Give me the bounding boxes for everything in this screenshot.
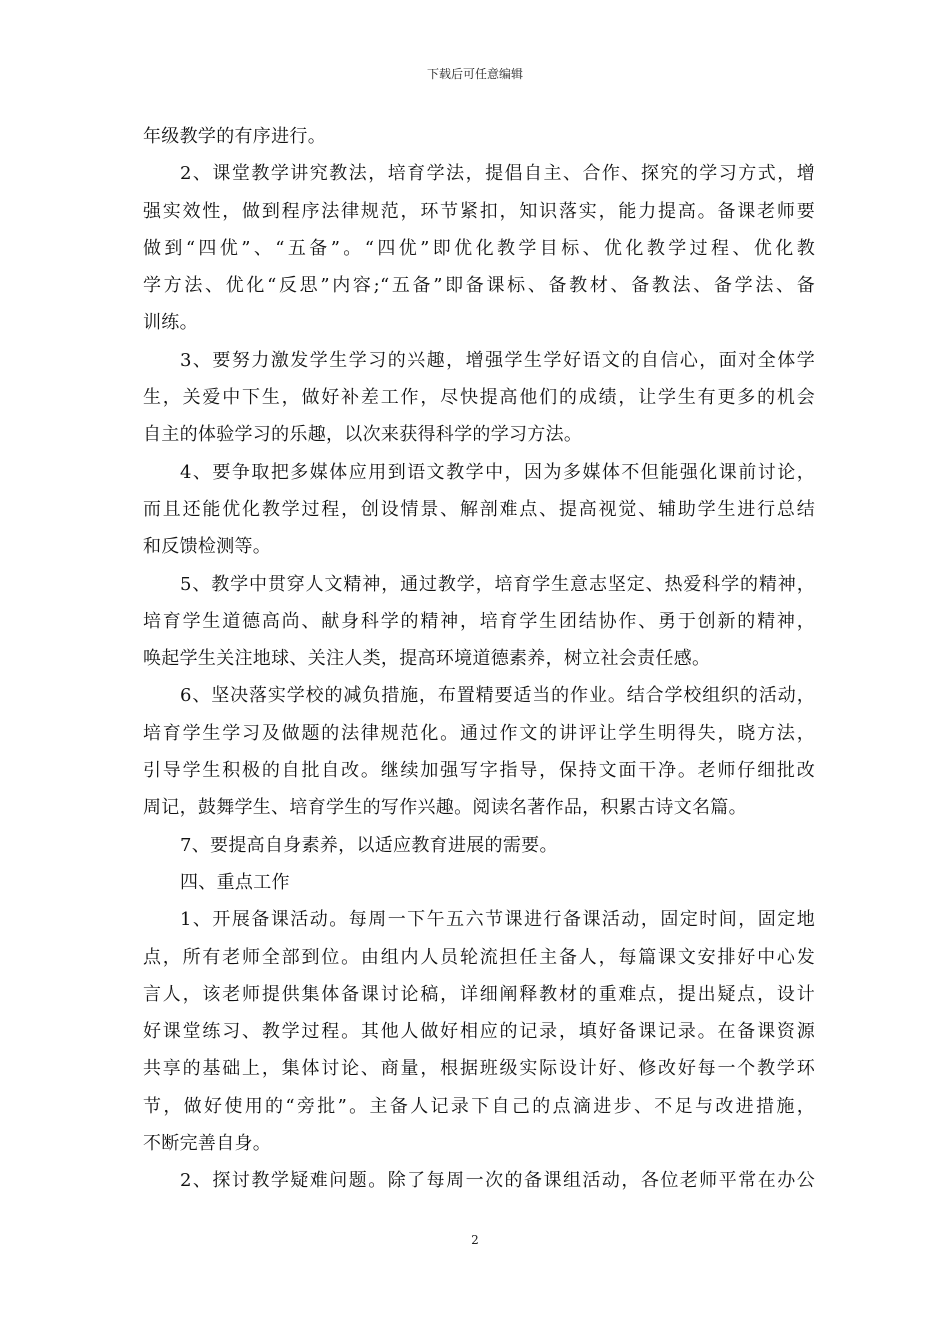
text-line: 唤起学生关注地球、关注人类，提高环境道德素养，树立社会责任感。 (143, 648, 711, 670)
text-line: 共享的基础上，集体讨论、商量，根据班级实际设计好、修改好每一个教学环 (143, 1058, 815, 1080)
text-line: 引导学生积极的自批自改。继续加强写字指导，保持文面干净。老师仔细批改 (143, 760, 815, 782)
text-line: 5、教学中贯穿人文精神，通过教学，培育学生意志坚定、热爱科学的精神， (180, 573, 815, 595)
text-line: 强实效性，做到程序法律规范，环节紧扣，知识落实，能力提高。备课老师要 (143, 200, 815, 222)
text-line: 节，做好使用的“旁批”。主备人记录下自己的点滴进步、不足与改进措施， (143, 1095, 815, 1117)
text-line: 学方法、优化“反思”内容;“五备”即备课标、备教材、备教法、备学法、备 (143, 275, 815, 297)
text-line: 而且还能优化教学过程，创设情景、解剖难点、提高视觉、辅助学生进行总结 (143, 498, 815, 520)
text-line: 7、要提高自身素养，以适应教育进展的需要。 (180, 834, 558, 856)
text-line: 2、课堂教学讲究教法，培育学法，提倡自主、合作、探究的学习方式，增 (180, 163, 815, 185)
text-line: 做到“四优”、“五备”。“四优”即优化教学目标、优化教学过程、优化教 (143, 237, 815, 259)
text-line: 培育学生道德高尚、献身科学的精神，培育学生团结协作、勇于创新的精神， (143, 610, 815, 632)
page-number: 2 (471, 1233, 479, 1247)
text-line: 和反馈检测等。 (143, 536, 272, 558)
text-line: 3、要努力激发学生学习的兴趣，增强学生学好语文的自信心，面对全体学 (180, 349, 815, 371)
text-line: 年级教学的有序进行。 (143, 126, 326, 147)
text-line: 不断完善自身。 (143, 1133, 272, 1155)
text-line: 点，所有老师全部到位。由组内人员轮流担任主备人，每篇课文安排好中心发 (143, 946, 815, 968)
text-line: 周记，鼓舞学生、培育学生的写作兴趣。阅读名著作品，积累古诗文名篇。 (143, 797, 747, 819)
text-line: 好课堂练习、教学过程。其他人做好相应的记录，填好备课记录。在备课资源 (143, 1021, 815, 1043)
text-line: 四、重点工作 (180, 871, 290, 893)
text-line: 训练。 (143, 312, 198, 334)
text-line: 2、探讨教学疑难问题。除了每周一次的备课组活动，各位老师平常在办公 (180, 1170, 815, 1192)
page-header: 下载后可任意编辑 (426, 67, 523, 81)
text-line: 言人，该老师提供集体备课讨论稿，详细阐释教材的重难点，提出疑点，设计 (143, 983, 815, 1005)
text-line: 生，关爱中下生，做好补差工作，尽快提高他们的成绩，让学生有更多的机会 (143, 387, 815, 409)
document-body (143, 118, 815, 1200)
text-line: 4、要争取把多媒体应用到语文教学中，因为多媒体不但能强化课前讨论， (180, 461, 815, 483)
text-line: 1、开展备课活动。每周一下午五六节课进行备课活动，固定时间，固定地 (180, 909, 815, 931)
text-line: 自主的体验学习的乐趣，以次来获得科学的学习方法。 (143, 424, 583, 446)
text-line: 培育学生学习及做题的法律规范化。通过作文的讲评让学生明得失，晓方法， (143, 722, 815, 744)
text-line: 6、坚决落实学校的减负措施，布置精要适当的作业。结合学校组织的活动， (180, 685, 815, 707)
